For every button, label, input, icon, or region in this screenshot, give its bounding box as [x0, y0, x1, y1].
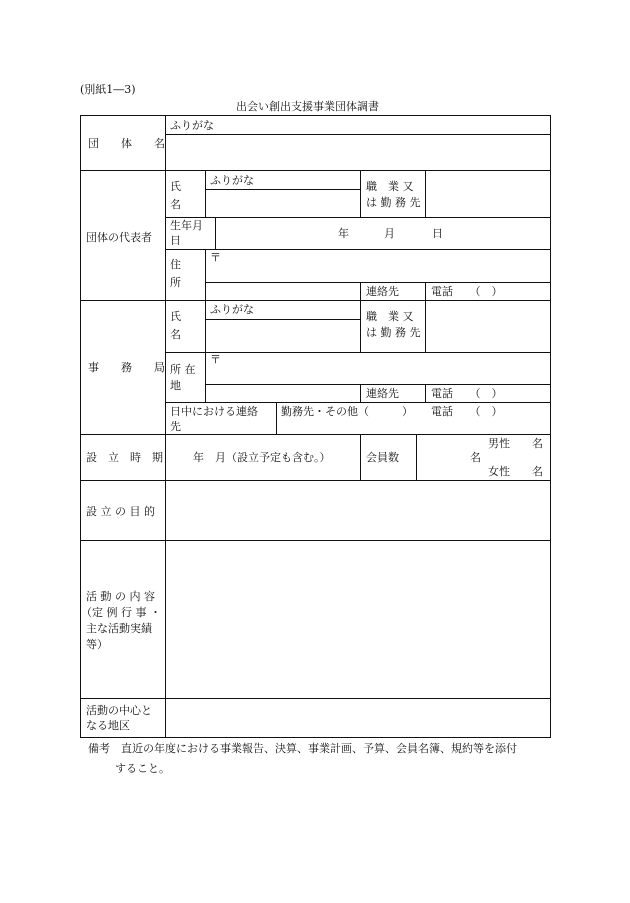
members-female: 女性 名 [488, 465, 543, 478]
activities-field[interactable] [166, 541, 550, 697]
divider [416, 434, 417, 480]
divider [165, 217, 551, 218]
divider [425, 282, 426, 300]
office-occupation-label: は 勤 務 先 [366, 326, 421, 339]
area-label: なる地区 [86, 719, 130, 732]
activities-label: 等） [86, 638, 108, 651]
activities-label: 活 動 の 内 容 [86, 590, 155, 603]
office-contact-label: 連絡先 [366, 387, 399, 400]
office-name-furigana: ふりがな [210, 303, 254, 316]
postal-mark: 〒 [210, 251, 221, 264]
birth-label: 生年月 [170, 219, 203, 232]
members-label: 会員数 [366, 451, 399, 464]
postal-mark: 〒 [210, 353, 221, 366]
divider [360, 170, 361, 217]
rep-name-label: 名 [170, 198, 181, 211]
members-male: 男性 名 [488, 437, 543, 450]
office-name-field[interactable] [206, 320, 359, 351]
divider [80, 434, 551, 435]
birth-year: 年 [338, 227, 349, 240]
office-occupation-label: 職 業 又 [366, 310, 414, 323]
office-name-label: 名 [170, 328, 181, 341]
divider [360, 384, 361, 402]
divider [276, 402, 277, 434]
rep-occupation-label: 職 業 又 [366, 180, 414, 193]
rep-name-field[interactable] [206, 190, 359, 216]
divider [360, 300, 361, 352]
daytime-contact-label: 先 [170, 420, 181, 433]
establishment-value: 年 月（設立予定も含む。） [193, 451, 331, 464]
note-text: 備考 直近の年度における事業報告、決算、事業計画、予算、会員名簿、規約等を添付 [88, 742, 517, 755]
purpose-label: 設 立 の 目 的 [86, 505, 155, 518]
office-location-label: 所 在 [170, 363, 196, 376]
rep-address-label: 住 [170, 258, 181, 271]
activities-label: （定 例 行 事 ・ [81, 606, 161, 619]
rep-address-label: 所 [170, 276, 181, 289]
area-field[interactable] [166, 699, 550, 737]
office-name-label: 氏 [170, 310, 181, 323]
rep-occupation-label: は 勤 務 先 [366, 196, 421, 209]
divider [165, 402, 551, 403]
rep-contact-label: 連絡先 [366, 285, 399, 298]
daytime-other-label: 勤務先・その他（ ） [281, 405, 413, 418]
birth-month: 月 [384, 227, 395, 240]
office-label: 事 務 局 [88, 361, 165, 374]
rep-name-furigana: ふりがな [210, 174, 254, 187]
divider [215, 217, 216, 249]
group-name-label: 団 体 名 [88, 137, 165, 150]
activities-label: 主な活動実績 [86, 622, 152, 635]
attachment-number: (別紙1―3) [80, 83, 136, 96]
rep-occupation-field[interactable] [426, 171, 550, 216]
divider [425, 384, 426, 402]
daytime-contact-label: 日中における連絡 [170, 405, 258, 418]
purpose-field[interactable] [166, 481, 550, 539]
members-total: 名 [470, 451, 481, 464]
divider [360, 282, 361, 300]
document-title: 出会い創出支援事業団体調書 [236, 100, 379, 113]
representative-label: 団体の代表者 [86, 231, 152, 244]
rep-name-label: 氏 [170, 180, 181, 193]
divider [205, 384, 551, 385]
daytime-phone-label: 電話 （ ） [431, 405, 503, 418]
divider [360, 434, 361, 480]
divider [205, 300, 206, 402]
office-address-field[interactable] [206, 353, 550, 383]
group-name-field[interactable] [166, 135, 550, 169]
rep-phone-label: 電話 （ ） [431, 285, 503, 298]
group-name-furigana: ふりがな [170, 119, 214, 132]
birth-day: 日 [432, 227, 443, 240]
area-label: 活動の中心と [86, 704, 152, 717]
note-text: すること。 [115, 762, 170, 775]
office-occupation-field[interactable] [426, 301, 550, 351]
establishment-label: 設 立 時 期 [86, 451, 163, 464]
office-location-label: 地 [170, 379, 181, 392]
divider [205, 282, 551, 283]
rep-address-field[interactable] [206, 250, 550, 281]
birth-label: 日 [170, 234, 181, 247]
office-phone-label: 電話 （ ） [431, 387, 503, 400]
